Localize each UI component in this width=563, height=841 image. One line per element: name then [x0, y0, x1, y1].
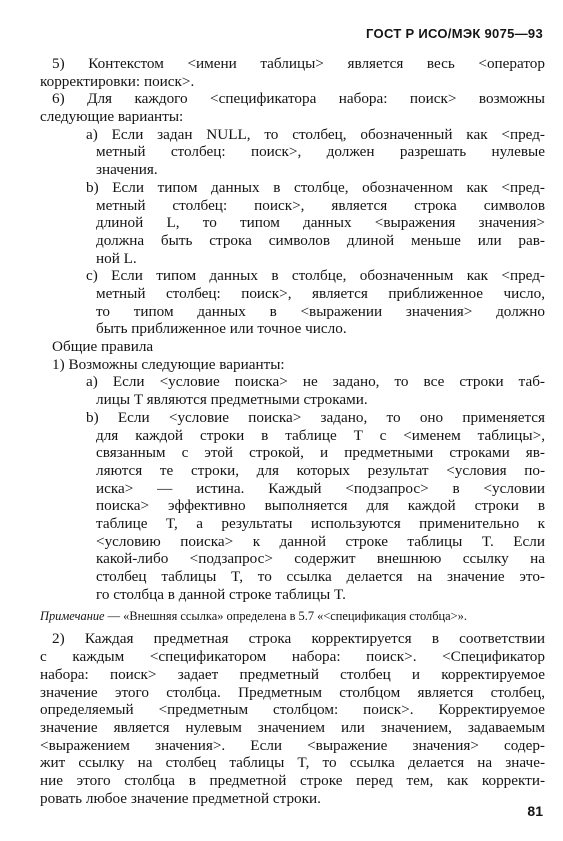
- list-item-line: быть приближенное или точное число.: [96, 320, 347, 338]
- list-item-line: <условию поиска> к данной строке таблицы T. Если: [96, 532, 545, 550]
- list-item-line: столбец таблицы T, то ссылка делается на значение это-: [96, 568, 545, 586]
- paragraph-line: ровать любое значение предметной строки.: [40, 789, 321, 807]
- list-item-line: c) Если типом данных в столбце, обозначенным как <пред-: [86, 267, 545, 285]
- list-item-line: иска> — истина. Каждый <подзапрос> в <условии: [96, 479, 545, 497]
- page-number: 81: [527, 803, 543, 819]
- paragraph-line: 2) Каждая предметная строка корректируется в соответствии: [52, 630, 545, 648]
- body-text: [40, 55, 545, 807]
- paragraph-line: следующие варианты:: [40, 108, 184, 126]
- list-item-line: го столбца в данной строке таблицы T.: [96, 585, 346, 603]
- list-item-line: лицы T являются предметными строками.: [96, 391, 368, 409]
- paragraph-line: 5) Контекстом <имени таблицы> является весь <оператор: [52, 55, 545, 72]
- paragraph-line: ние этого столбца в предметной строке перед тем, как корректи-: [40, 771, 545, 789]
- list-item-line: метный столбец: поиск>, является приближенное число,: [96, 285, 545, 302]
- paragraph-line: 1) Возможны следующие варианты:: [52, 355, 285, 373]
- list-item-line: b) Если типом данных в столбце, обозначенном как <пред-: [86, 178, 545, 196]
- list-item-line: должна быть строка символов длиной меньше или рав-: [96, 231, 545, 249]
- list-item-line: a) Если задан NULL, то столбец, обозначенный как <пред-: [86, 125, 545, 143]
- list-item-line: ной L.: [96, 249, 137, 267]
- footnote-label: Примечание: [40, 609, 105, 624]
- list-item-line: метный столбец: поиск>, должен разрешать нулевые: [96, 143, 545, 161]
- paragraph-line: набора: поиск> задает предметный столбец и корректируемое: [40, 665, 545, 683]
- list-item-line: связанным с этой строкой, и предметными строками яв-: [96, 444, 545, 462]
- paragraph-line: корректировки: поиск>.: [40, 72, 195, 90]
- list-item-line: для каждой строки в таблице T с <именем таблицы>,: [96, 426, 545, 444]
- footnote: [40, 609, 545, 624]
- list-item-line: то типом данных в <выражении значения> должно: [96, 302, 545, 320]
- paragraph-line: 6) Для каждого <спецификатора набора: поиск> возможны: [52, 90, 545, 108]
- footnote-text: — «Внешняя ссылка» определена в 5.7 «<спецификация столбца>».: [104, 609, 467, 624]
- list-item-line: поиска> эффективно выполняется для каждой строки в: [96, 497, 545, 515]
- list-item-line: метный столбец: поиск>, является строка символов: [96, 196, 545, 214]
- list-item-line: a) Если <условие поиска> не задано, то все строки таб-: [86, 373, 545, 391]
- list-item-line: значения.: [96, 161, 158, 179]
- list-item-line: таблице T, а результаты используются применительно к: [96, 515, 545, 532]
- list-item-line: ляются те строки, для которых результат <условия по-: [96, 461, 545, 479]
- paragraph-line: определяемый <предметным столбцом: поиск>. Корректируемое: [40, 701, 545, 719]
- list-item-line: какой-либо <подзапрос> содержит внешнюю ссылку на: [96, 550, 545, 568]
- section-heading: Общие правила: [52, 338, 154, 356]
- paragraph-line: значение является нулевым значением или значением, задаваемым: [40, 718, 545, 736]
- list-item-line: длиной L, то типом данных <выражения значения>: [96, 214, 545, 232]
- page-header: ГОСТ Р ИСО/МЭК 9075—93: [366, 26, 543, 41]
- paragraph-line: жит ссылку на столбец таблицы T, то ссылка делается на значе-: [40, 754, 545, 772]
- paragraph-line: значение этого столбца. Предметным столбцом является столбец,: [40, 683, 545, 701]
- list-item-line: b) Если <условие поиска> задано, то оно применяется: [86, 408, 545, 426]
- paragraph-line: с каждым <спецификатором набора: поиск>. <Спецификатор: [40, 648, 545, 666]
- paragraph-line: <выражением значения>. Если <выражение значения> содер-: [40, 736, 545, 754]
